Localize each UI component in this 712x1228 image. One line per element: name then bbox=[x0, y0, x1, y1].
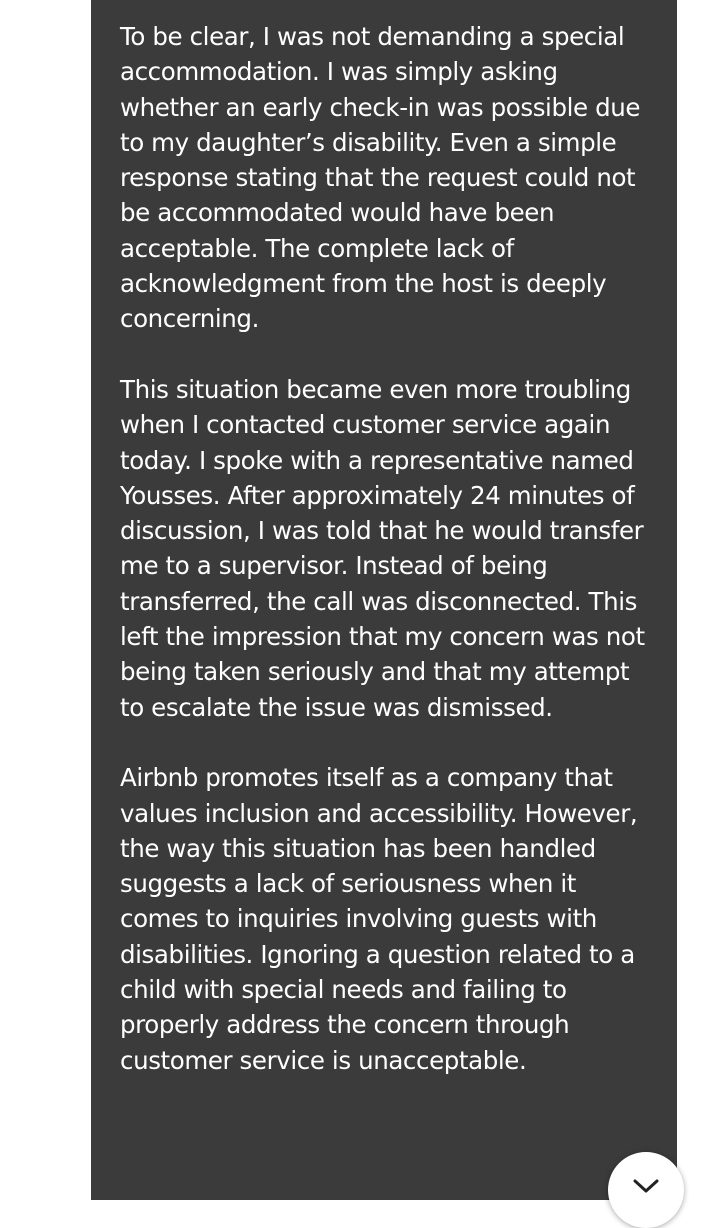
message-paragraph-2: This situation became even more troubling when I contacted customer service again today. I spoke with a representative named Yousses. After approximately 24 minutes of discussion, I was told that he would transfer me to a supervisor. Instead of being transferred, the call was disconnected. This left the impression that my concern was not being taken seriously and that my attempt to escalate the issue was dismissed. bbox=[120, 374, 645, 722]
message-bubble bbox=[91, 0, 677, 1200]
chevron-down-icon bbox=[633, 1178, 659, 1194]
message-paragraph-1: To be clear, I was not demanding a special accommodation. I was simply asking whether an early check-in was possible due to my daughter’s disability. Even a simple response stating that the request could not be accommodated would have been acceptable. The complete lack of acknowledgment from the host is deeply concerning. bbox=[120, 22, 641, 334]
scroll-to-bottom-button[interactable] bbox=[608, 1152, 684, 1228]
message-paragraph-3: Airbnb promotes itself as a company that values inclusion and accessibility. However, the way this situation has been handled suggests a lack of seriousness when it comes to inquiries involving guests with disabilities. Ignoring a question related to a child with special needs and failing to properly address the concern through customer service is unacceptable. bbox=[120, 763, 638, 1075]
